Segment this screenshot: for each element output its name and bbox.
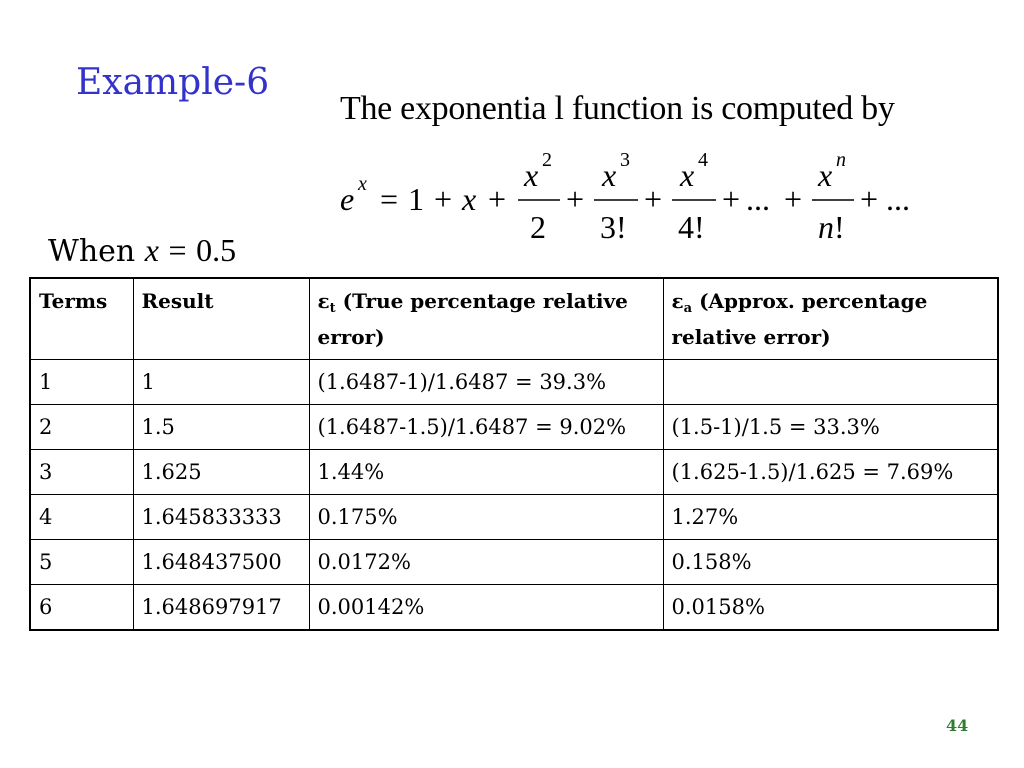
formula-term-x: x [462, 181, 477, 217]
header-true-error [309, 278, 663, 360]
cell-true-error: (1.6487-1.5)/1.6487 = 9.02% [309, 405, 663, 450]
frac2-num-var: x [524, 157, 539, 193]
intro-text: The exponentia l function is computed by [340, 90, 895, 127]
header-et-text: (True percentage relative error) [317, 289, 628, 349]
fracn-num-exp: n [836, 149, 846, 171]
cell-approx-error [663, 360, 998, 405]
header-et-sub: t [329, 301, 336, 316]
cell-true-error: (1.6487-1)/1.6487 = 39.3% [309, 360, 663, 405]
cell-approx-error: 1.27% [663, 495, 998, 540]
condition-line [48, 232, 236, 269]
cell-result: 1 [133, 360, 309, 405]
table-header-row [30, 278, 998, 360]
cell-terms: 1 [30, 360, 133, 405]
cell-result: 1.648437500 [133, 540, 309, 585]
table-row [30, 585, 998, 631]
frac4-num-exp: 4 [698, 149, 708, 171]
frac4-den: 4! [678, 209, 705, 245]
formula-plus-3: + [566, 181, 585, 217]
table-row [30, 405, 998, 450]
condition-value: 0.5 [196, 232, 237, 268]
cell-terms: 4 [30, 495, 133, 540]
cell-true-error: 0.00142% [309, 585, 663, 631]
cell-true-error: 1.44% [309, 450, 663, 495]
formula-term-1: 1 [408, 181, 424, 217]
formula-plus-7: + [860, 181, 879, 217]
formula-plus-5: + [722, 181, 741, 217]
formula-svg [338, 148, 938, 248]
exponential-series-formula [338, 148, 938, 248]
frac3-den: 3! [600, 209, 627, 245]
header-et-symbol: ε [317, 289, 330, 313]
frac2-num-exp: 2 [542, 149, 552, 171]
condition-variable: x [144, 232, 159, 268]
table-row [30, 360, 998, 405]
condition-equals: = [168, 232, 187, 268]
header-terms: Terms [30, 278, 133, 360]
formula-plus-6: + [784, 181, 803, 217]
header-ea-sub: a [683, 301, 693, 316]
condition-label: When [48, 234, 136, 269]
table-row [30, 495, 998, 540]
frac3-num-exp: 3 [620, 149, 630, 171]
header-ea-symbol: ε [671, 289, 684, 313]
formula-lhs-exp: x [358, 173, 367, 195]
frac4-num-var: x [680, 157, 695, 193]
formula-plus-4: + [644, 181, 663, 217]
cell-result: 1.645833333 [133, 495, 309, 540]
cell-result: 1.625 [133, 450, 309, 495]
page-number: 44 [946, 716, 969, 735]
cell-terms: 3 [30, 450, 133, 495]
cell-terms: 5 [30, 540, 133, 585]
cell-approx-error: 0.0158% [663, 585, 998, 631]
header-approx-error [663, 278, 998, 360]
cell-approx-error: 0.158% [663, 540, 998, 585]
cell-terms: 6 [30, 585, 133, 631]
error-table [29, 277, 999, 631]
cell-approx-error: (1.625-1.5)/1.625 = 7.69% [663, 450, 998, 495]
fracn-den-var: n [818, 209, 834, 245]
formula-plus-2: + [488, 181, 507, 217]
cell-true-error: 0.175% [309, 495, 663, 540]
formula-ellipsis-1: ... [746, 181, 770, 217]
table-row [30, 540, 998, 585]
fracn-num-var: x [818, 157, 833, 193]
formula-ellipsis-2: ... [886, 181, 910, 217]
cell-terms: 2 [30, 405, 133, 450]
formula-lhs-base: e [340, 181, 355, 217]
frac3-num-var: x [602, 157, 617, 193]
cell-true-error: 0.0172% [309, 540, 663, 585]
cell-result: 1.5 [133, 405, 309, 450]
header-result: Result [133, 278, 309, 360]
cell-approx-error: (1.5-1)/1.5 = 33.3% [663, 405, 998, 450]
frac2-den: 2 [530, 209, 546, 245]
fracn-den-bang: ! [834, 209, 845, 245]
header-ea-text: (Approx. percentage relative error) [671, 289, 928, 349]
formula-plus-1: + [434, 181, 453, 217]
cell-result: 1.648697917 [133, 585, 309, 631]
table-row [30, 450, 998, 495]
formula-equals: = [380, 181, 399, 217]
slide-title: Example-6 [76, 62, 270, 103]
